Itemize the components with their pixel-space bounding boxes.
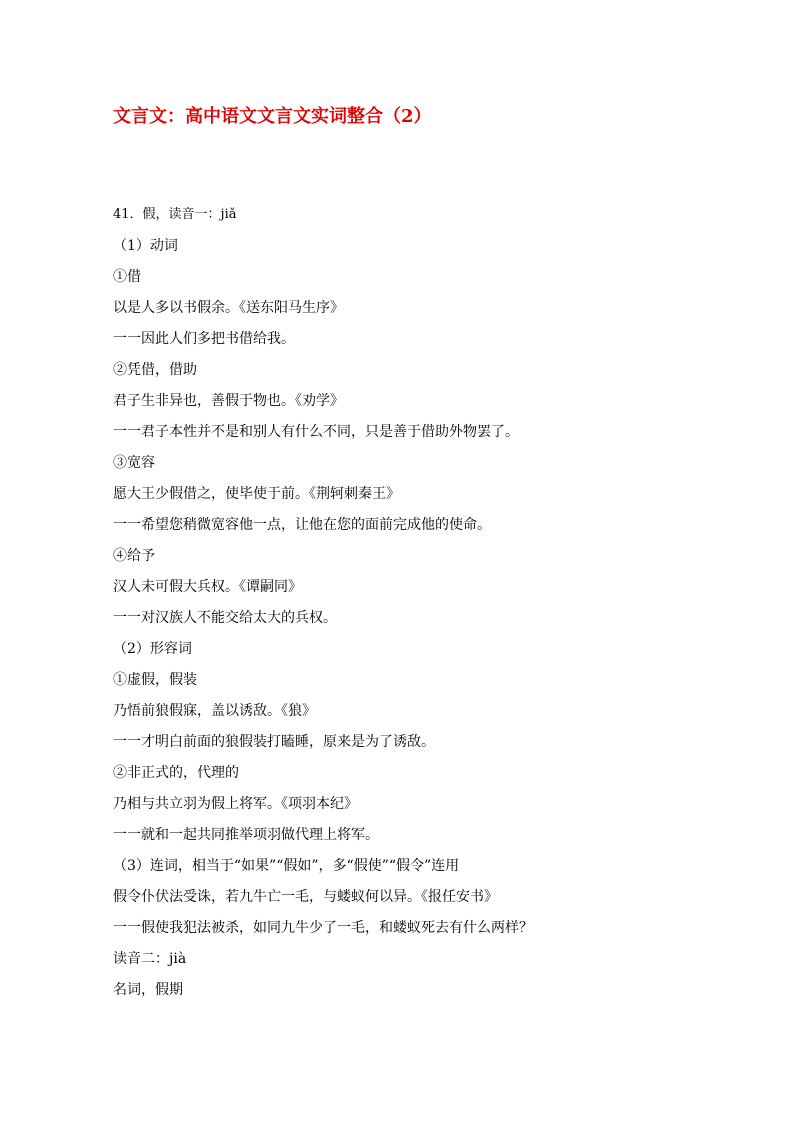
sense-item: ②凭借，借助 [113, 362, 197, 378]
sense-heading: （1）动词 [113, 238, 178, 254]
translation: 一一就和一起共同推举项羽做代理上将军。 [113, 827, 379, 843]
example-sentence: 乃悟前狼假寐，盖以诱敌。《狼》 [113, 703, 316, 719]
document-title: 文言文：高中语文文言文实词整合（2） [113, 106, 432, 127]
example-sentence: 君子生非异也，善假于物也。《劝学》 [113, 393, 344, 409]
translation: 一一才明白前面的狼假装打瞌睡，原来是为了诱敌。 [113, 734, 435, 750]
translation: 一一假使我犯法被杀，如同九牛少了一毛，和蝼蚁死去有什么两样？ [113, 920, 533, 936]
entry-heading: 41．假，读音一：jiǎ [113, 207, 237, 222]
sense-item: ①虚假，假装 [113, 672, 197, 688]
translation: 一一君子本性并不是和别人有什么不同，只是善于借助外物罢了。 [113, 424, 519, 440]
sense-item: ①借 [113, 269, 141, 285]
sense-heading: （3）连词，相当于“如果”“假如”，多“假使”“假令”连用 [113, 858, 460, 874]
example-sentence: 愿大王少假借之，使毕使于前。《荆轲刺秦王》 [113, 486, 400, 502]
example-sentence: 假令仆伏法受诛，若九牛亡一毛，与蝼蚁何以异。《报任安书》 [113, 889, 498, 905]
sense-item: 名词，假期 [113, 982, 183, 998]
example-sentence: 以是人多以书假余。《送东阳马生序》 [113, 300, 344, 316]
sense-item: ③宽容 [113, 455, 155, 471]
example-sentence: 乃相与共立羽为假上将军。《项羽本纪》 [113, 796, 358, 812]
sense-item: ②非正式的，代理的 [113, 765, 239, 781]
reading-heading: 读音二：jià [113, 951, 187, 967]
sense-item: ④给予 [113, 548, 155, 564]
translation: 一一因此人们多把书借给我。 [113, 331, 295, 347]
example-sentence: 汉人未可假大兵权。《谭嗣同》 [113, 579, 302, 595]
translation: 一一对汉族人不能交给太大的兵权。 [113, 610, 337, 626]
sense-heading: （2）形容词 [113, 641, 192, 657]
translation: 一一希望您稍微宽容他一点，让他在您的面前完成他的使命。 [113, 517, 491, 533]
document-body [113, 202, 713, 1008]
